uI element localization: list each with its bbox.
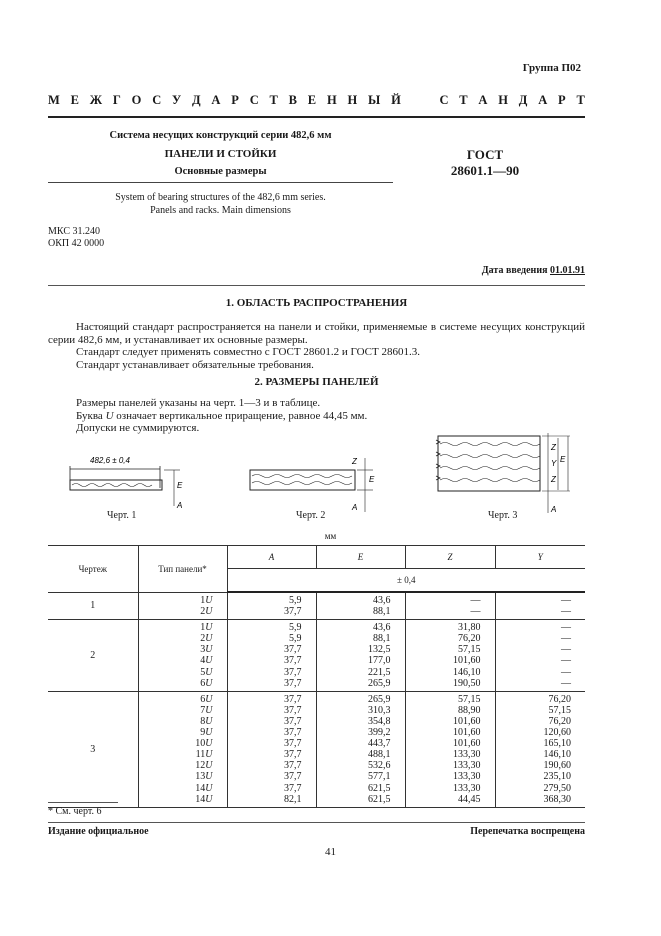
- banner-letter: Г: [112, 93, 121, 107]
- table-cell: 1U: [200, 622, 213, 634]
- table-cell: 190,50: [453, 677, 481, 689]
- table-cell: 101,60: [453, 738, 481, 750]
- fig2-letter-a: A: [352, 503, 358, 512]
- table-column-cell: [138, 592, 227, 620]
- banner-letter: Е: [307, 93, 317, 107]
- reprint-note: Перепечатка воспрещена: [470, 826, 585, 837]
- table-cell: 76,20: [548, 693, 571, 705]
- table-cell: 101,60: [453, 715, 481, 727]
- divider: [48, 822, 585, 823]
- banner-letter: А: [478, 93, 488, 107]
- table-cell: 443,7: [368, 738, 391, 750]
- fig2-letter-e: E: [369, 475, 375, 484]
- document-subtitle: Основные размеры: [174, 166, 267, 177]
- table-cell: 31,80: [458, 622, 481, 634]
- table-cell: 146,10: [453, 666, 481, 678]
- table-cell: 43,6: [373, 622, 391, 634]
- table-cell: 88,1: [373, 633, 391, 645]
- mks-code: МКС 31.240: [48, 226, 100, 237]
- table-cell: 133,30: [453, 760, 481, 772]
- table-cell: 76,20: [458, 633, 481, 645]
- banner-letter: А: [538, 93, 548, 107]
- table-cell: 354,8: [368, 715, 391, 727]
- banner-letter: Т: [576, 93, 585, 107]
- table-cell: 146,10: [543, 749, 571, 761]
- table-cell: 165,10: [543, 738, 571, 750]
- table-cell: 265,9: [368, 677, 391, 689]
- table-cell: 488,1: [368, 749, 391, 761]
- table-column-cell: [316, 620, 405, 692]
- introduction-date: [482, 265, 585, 276]
- divider: [48, 116, 585, 118]
- table-cell: 133,30: [453, 749, 481, 761]
- drawing-3: [430, 428, 580, 518]
- table-cell: —: [561, 677, 571, 689]
- banner-letter: Д: [192, 93, 201, 107]
- banner-letter: С: [439, 93, 449, 107]
- footnote: * См. черт. 6: [48, 806, 102, 817]
- table-cell: 5,9: [289, 595, 302, 606]
- table-cell: 5U: [200, 666, 213, 678]
- banner-letter: Т: [269, 93, 278, 107]
- group-code: Группа П02: [522, 62, 581, 74]
- table-column-cell: [227, 592, 316, 620]
- banner-letter: Р: [558, 93, 566, 107]
- table-cell: 37,7: [284, 771, 302, 783]
- table-column-cell: [495, 620, 585, 692]
- table-cell: 577,1: [368, 771, 391, 783]
- fig3-letter-e: E: [560, 455, 566, 464]
- table-cell: 57,15: [548, 704, 571, 716]
- table-cell: 44,45: [458, 793, 481, 805]
- gost-designation: [430, 147, 540, 179]
- footnote-divider: [48, 802, 118, 803]
- table-cell: 8U: [200, 715, 213, 727]
- table-cell: 7U: [200, 704, 213, 716]
- table-cell: —: [561, 644, 571, 656]
- table-cell: 37,7: [284, 760, 302, 772]
- banner-letter: М: [48, 93, 60, 107]
- table-cell: 265,9: [368, 693, 391, 705]
- banner-letter: А: [211, 93, 221, 107]
- date-value: 01.01.91: [550, 265, 585, 276]
- table-column-cell: [316, 592, 405, 620]
- table-cell: 221,5: [368, 666, 391, 678]
- header-z: Z: [405, 546, 495, 569]
- dimensions-table: [48, 545, 585, 808]
- table-cell: 37,7: [284, 606, 302, 618]
- table-cell: 14U: [195, 782, 213, 794]
- gost-number: 28601.1—90: [450, 163, 520, 178]
- table-cell: 1U: [200, 594, 213, 606]
- table-cell: —: [561, 655, 571, 667]
- table-column-cell: [405, 691, 495, 807]
- fig-2-label: Черт. 2: [296, 510, 326, 521]
- drawing-1: [60, 448, 190, 518]
- banner-letter: Д: [518, 93, 528, 107]
- table-unit: мм: [324, 531, 337, 541]
- fig1-letter-a: A: [177, 501, 183, 510]
- table-cell: 101,60: [453, 727, 481, 739]
- table-cell: 132,5: [368, 644, 391, 656]
- english-title: [48, 191, 393, 217]
- header-a: A: [227, 546, 316, 569]
- table-cell: 101,60: [453, 655, 481, 667]
- drawing-cell: 3: [90, 743, 96, 755]
- table-cell: 37,7: [284, 666, 302, 678]
- table-cell: 37,7: [284, 715, 302, 727]
- table-cell: —: [561, 666, 571, 678]
- table-cell: 6U: [200, 693, 213, 705]
- section-1-text: [48, 321, 585, 371]
- banner-letter: У: [172, 93, 182, 107]
- header-e: E: [316, 546, 405, 569]
- header-type: Тип панели*: [138, 546, 227, 593]
- okp-code: ОКП 42 0000: [48, 238, 105, 249]
- header-y: Y: [495, 546, 585, 569]
- table-column-cell: [495, 691, 585, 807]
- table-column-cell: [495, 592, 585, 620]
- table-cell: —: [470, 595, 481, 606]
- divider: [48, 182, 393, 183]
- banner-letter: Е: [70, 93, 79, 107]
- english-title-line: Panels and racks. Main dimensions: [150, 205, 291, 216]
- edition-note: Издание официальное: [48, 826, 149, 837]
- header-tolerance: ± 0,4: [227, 569, 585, 593]
- table-cell: 6U: [200, 677, 213, 689]
- standard-banner: [48, 93, 585, 108]
- table-cell: 11U: [195, 749, 213, 761]
- section-1-heading: 1. ОБЛАСТЬ РАСПРОСТРАНЕНИЯ: [225, 297, 408, 309]
- table-cell: —: [470, 606, 481, 618]
- table-column-cell: [316, 691, 405, 807]
- banner-letter: С: [249, 93, 259, 107]
- section-2-text: [76, 397, 476, 435]
- fig1-letter-e: E: [177, 481, 183, 490]
- classification-codes: [48, 226, 104, 250]
- table-cell: 5,9: [289, 633, 302, 645]
- table-cell: 13U: [195, 771, 213, 783]
- fig3-letter-y: Y: [551, 459, 557, 468]
- table-cell: 621,5: [368, 782, 391, 794]
- header-drawing: Чертеж: [48, 546, 138, 593]
- table-cell: —: [561, 606, 571, 618]
- table-cell: 88,1: [373, 606, 391, 618]
- table-cell: —: [561, 622, 571, 634]
- system-title: Система несущих конструкций серии 482,6 мм: [109, 130, 332, 141]
- table-cell: 310,3: [368, 704, 391, 716]
- document-title: ПАНЕЛИ И СТОЙКИ: [164, 148, 277, 160]
- table-cell: 5,9: [289, 622, 302, 634]
- page-number: 41: [325, 846, 336, 858]
- banner-letter: [412, 93, 415, 108]
- table-cell: 621,5: [368, 793, 391, 805]
- table-cell: 133,30: [453, 771, 481, 783]
- table-cell: 2U: [200, 633, 213, 645]
- table-column-cell: [405, 620, 495, 692]
- paragraph: Настоящий стандарт распространяется на панели и стойки, применяемые в системе несущих конструкций серии 482,6 мм, и устанавливает их основные размеры.: [48, 321, 585, 346]
- table-cell: 14U: [195, 793, 213, 805]
- table-cell: 37,7: [284, 655, 302, 667]
- table-cell: 190,60: [543, 760, 571, 772]
- table-cell: 37,7: [284, 704, 302, 716]
- banner-letter: О: [131, 93, 142, 107]
- table-cell: 37,7: [284, 644, 302, 656]
- table-cell: 3U: [200, 644, 213, 656]
- table-column-cell: [138, 691, 227, 807]
- table-cell: 76,20: [548, 715, 571, 727]
- banner-letter: Ж: [89, 93, 103, 107]
- table-cell: 368,30: [543, 793, 571, 805]
- table-column-cell: [227, 691, 316, 807]
- banner-letter: Ы: [368, 93, 381, 107]
- table-cell: 9U: [200, 727, 213, 739]
- table-cell: 399,2: [368, 727, 391, 739]
- fig1-dimension: 482,6 ± 0,4: [90, 456, 130, 465]
- table-cell: —: [561, 595, 571, 606]
- banner-letter: В: [288, 93, 297, 107]
- banner-letter: Н: [326, 93, 337, 107]
- table-cell: 12U: [195, 760, 213, 772]
- table-cell: 2U: [200, 605, 213, 617]
- table-cell: 120,60: [543, 727, 571, 739]
- section-2-heading: 2. РАЗМЕРЫ ПАНЕЛЕЙ: [254, 376, 379, 388]
- banner-letter: Н: [347, 93, 358, 107]
- paragraph: Стандарт следует применять совместно с ГОСТ 28601.2 и ГОСТ 28601.3.: [76, 346, 420, 358]
- banner-letter: Т: [459, 93, 468, 107]
- table-cell: 43,6: [373, 595, 391, 606]
- table-cell: —: [561, 633, 571, 645]
- date-label: Дата введения: [481, 265, 548, 276]
- banner-letter: Р: [231, 93, 239, 107]
- drawing-2: [245, 452, 385, 518]
- fig3-letter-z2: Z: [551, 475, 556, 484]
- table-cell: 37,7: [284, 738, 302, 750]
- banner-letter: Н: [498, 93, 508, 107]
- fig3-letter-a: A: [551, 505, 557, 514]
- english-title-line: System of bearing structures of the 482,6 mm series.: [115, 192, 326, 203]
- table-cell: 532,6: [368, 760, 391, 772]
- table-cell: 177,0: [368, 655, 391, 667]
- table-cell: 235,10: [543, 771, 571, 783]
- table-cell: 37,7: [284, 677, 302, 689]
- table-cell: 37,7: [284, 727, 302, 739]
- table-cell: 279,50: [543, 782, 571, 794]
- banner-letter: С: [152, 93, 162, 107]
- table-cell: 37,7: [284, 693, 302, 705]
- fig3-letter-z: Z: [551, 443, 556, 452]
- divider: [48, 285, 585, 286]
- table-column-cell: [138, 620, 227, 692]
- gost-label: ГОСТ: [466, 147, 504, 162]
- fig2-letter-z: Z: [352, 457, 357, 466]
- paragraph: Буква U означает вертикальное приращение, равное 44,45 мм.: [76, 409, 368, 422]
- table-cell: 37,7: [284, 782, 302, 794]
- drawing-cell: 1: [90, 600, 96, 612]
- banner-letter: [426, 93, 429, 108]
- table-cell: 10U: [195, 738, 213, 750]
- table-cell: 133,30: [453, 782, 481, 794]
- drawing-cell: 2: [90, 649, 96, 661]
- paragraph: Стандарт устанавливает обязательные требования.: [76, 358, 314, 371]
- table-cell: 4U: [200, 655, 213, 667]
- table-cell: 37,7: [284, 749, 302, 761]
- banner-letter: Й: [391, 93, 401, 107]
- paragraph: Размеры панелей указаны на черт. 1—3 и в таблице.: [76, 397, 321, 409]
- table-cell: 82,1: [284, 793, 302, 805]
- table-cell: 88,90: [458, 704, 481, 716]
- table-column-cell: [227, 620, 316, 692]
- table-cell: 57,15: [458, 693, 481, 705]
- paragraph: Допуски не суммируются.: [76, 422, 200, 434]
- fig-3-label: Черт. 3: [488, 510, 518, 521]
- table-column-cell: [405, 592, 495, 620]
- fig-1-label: Черт. 1: [107, 510, 137, 521]
- table-cell: 57,15: [458, 644, 481, 656]
